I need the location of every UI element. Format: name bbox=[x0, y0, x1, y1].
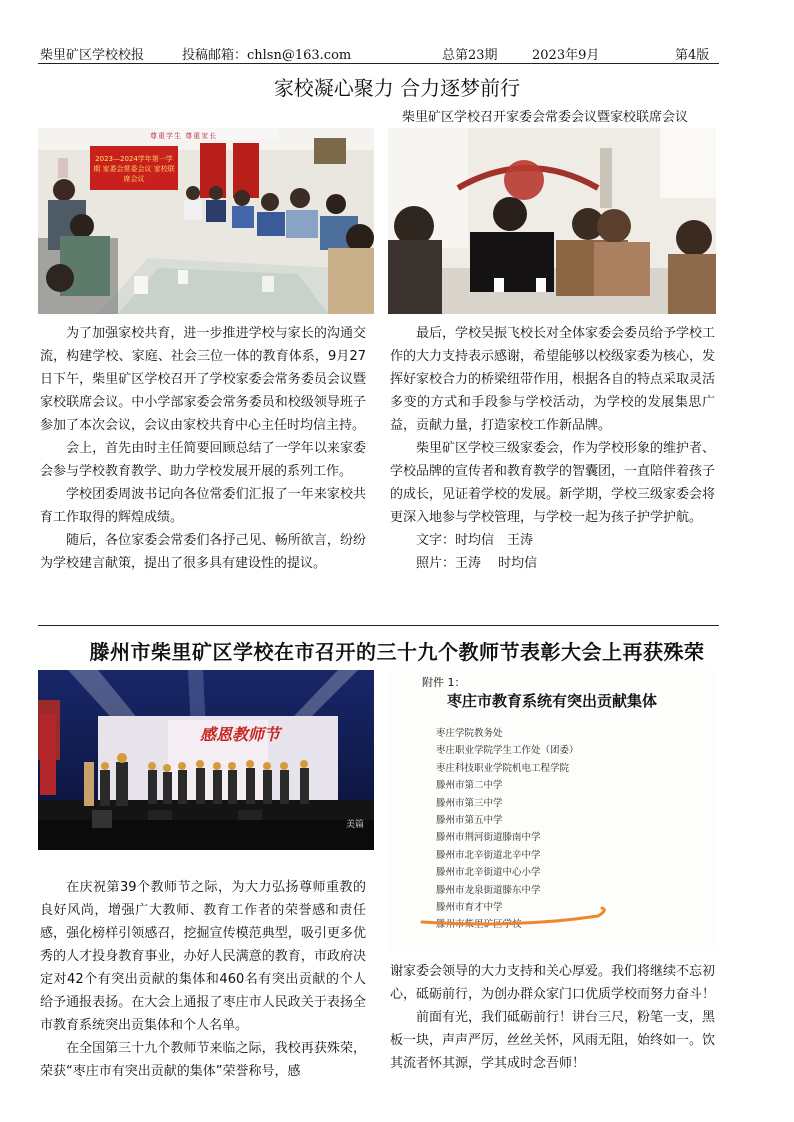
list-item: 枣庄科技职业学院机电工程学院 bbox=[436, 762, 570, 774]
list-item: 滕州市龙泉街道滕东中学 bbox=[436, 884, 541, 896]
article1-paragraph: 会上，首先由时主任简要回顾总结了一学年以来家委会参与学校教育教学、助力学校发展开展的系列工作。 bbox=[40, 441, 366, 479]
document-title: 枣庄市教育系统有突出贡献集体 bbox=[446, 692, 657, 710]
list-item: 滕州市北辛街道中心小学 bbox=[436, 867, 541, 879]
list-item: 枣庄学院教务处 bbox=[436, 728, 503, 739]
article1-left-column bbox=[40, 322, 366, 575]
meeting-photo-right bbox=[388, 128, 716, 314]
attachment-label: 附件 1： bbox=[422, 676, 466, 689]
list-item: 滕州市荆河街道滕南中学 bbox=[436, 832, 541, 844]
issue-number: 总第23期 bbox=[442, 48, 498, 63]
school-paper-name: 柴里矿区学校校报 bbox=[40, 48, 145, 63]
article2-title: 滕州市柴里矿区学校在市召开的三十九个教师节表彰大会上再获殊荣 bbox=[89, 640, 705, 664]
list-item: 滕州市北辛街道北辛中学 bbox=[436, 849, 541, 861]
article1-paragraph: 为了加强家校共育，进一步推进学校与家长的沟通交流，构建学校、家庭、社会三位一体的教育体系，9月27日下午，柴里矿区学校召开了学校家委会常务委员会议暨家校联席会议。中小学部家委会常务委员和校级领导班子参加了本次会议，会议由家校共育中心主任时均信主持。 bbox=[40, 326, 366, 433]
text-credit: 文字：时均信 王涛 bbox=[416, 533, 534, 548]
list-item: 滕州市第五中学 bbox=[436, 815, 503, 827]
meeting-banner-text: 2023—2024学年第一学期 家委会常委会议 家校联席会议 bbox=[93, 155, 175, 183]
watermark: 美篇 bbox=[345, 820, 364, 830]
list-item: 滕州市第三中学 bbox=[436, 797, 503, 809]
wall-slogan: 尊重学生 尊重家长 bbox=[150, 132, 218, 140]
article2-paragraph: 谢家委会领导的大力支持和关心厚爱。我们将继续不忘初心，砥砺前行，为创办群众家门口优质学校而努力奋斗！ bbox=[390, 964, 716, 1002]
article2-left-column bbox=[40, 876, 366, 1083]
page-number: 第4版 bbox=[675, 48, 710, 63]
list-item: 滕州市育才中学 bbox=[436, 902, 503, 914]
issue-date: 2023年9月 bbox=[532, 48, 600, 63]
stage-backdrop-text: 感恩教师节 bbox=[200, 725, 281, 744]
article1-title: 家校凝心聚力 合力逐梦前行 bbox=[273, 76, 521, 100]
article2-right-column bbox=[390, 960, 715, 1075]
list-item: 滕州市第二中学 bbox=[436, 780, 503, 792]
article2-paragraph: 在全国第三十九个教师节来临之际，我校再获殊荣，荣获“枣庄市有突出贡献的集体”荣誉称号，感 bbox=[40, 1041, 366, 1079]
article2-paragraph: 在庆祝第39个教师节之际，为大力弘扬尊师重教的良好风尚，增强广大教师、教育工作者的荣誉感和责任感，强化榜样引领感召，挖掘宣传模范典型，吸引更多优秀的人才投身教育事业，办好人民满意的教育，市政府决定对42个有突出贡献的集体和460名有突出贡献的个人给予通报表扬。在大会上通报了枣庄市人民政关于表扬全市教育系统突出贡集体和个人名单。 bbox=[40, 880, 366, 1033]
header-rule bbox=[38, 63, 719, 64]
honor-list-document bbox=[388, 670, 716, 950]
article1-right-column bbox=[390, 322, 715, 575]
article1-paragraph: 最后，学校吴振飞校长对全体家委会委员给予学校工作的大力支持表示感谢，希望能够以校级家委为核心，发挥好家校合力的桥梁纽带作用，根据各自的特点采取灵活多变的方式和手段参与学校活动，为学校的发展集思广益，贡献力量，打造家校工作新品牌。 bbox=[390, 326, 716, 433]
meeting-photo-left bbox=[38, 128, 374, 314]
article1-paragraph: 学校团委周波书记向各位常委们汇报了一年来家校共育工作取得的辉煌成绩。 bbox=[40, 487, 366, 525]
stage-photo bbox=[38, 670, 374, 850]
section-rule bbox=[38, 625, 719, 626]
article1-subtitle: 柴里矿区学校召开家委会常委会议暨家校联席会议 bbox=[402, 110, 689, 125]
highlight-underline bbox=[418, 906, 618, 930]
photo-credit: 照片：王涛 时均信 bbox=[416, 556, 538, 571]
article1-paragraph: 随后，各位家委会常委们各抒己见、畅所欲言，纷纷为学校建言献策，提出了很多具有建设性的提议。 bbox=[40, 533, 366, 571]
list-item: 枣庄职业学院学生工作处（团委） bbox=[436, 745, 579, 757]
honor-list bbox=[436, 725, 579, 934]
article2-paragraph: 前面有光，我们砥砺前行！讲台三尺，粉笔一支，黑板一块，声声严厉，丝丝关怀，风雨无阻，始终如一。饮其流者怀其源，学其成时念吾师！ bbox=[390, 1010, 716, 1071]
article1-paragraph: 柴里矿区学校三级家委会，作为学校形象的维护者、学校品牌的宣传者和教育教学的智囊团，一直陪伴着孩子的成长，见证着学校的发展。新学期，学校三级家委会将更深入地参与学校管理，与学校一起为孩子护学护航。 bbox=[390, 441, 716, 525]
list-item: 滕州市柴里矿区学校 bbox=[436, 919, 522, 931]
submission-email: 投稿邮箱：chlsn@163.com bbox=[182, 48, 352, 63]
